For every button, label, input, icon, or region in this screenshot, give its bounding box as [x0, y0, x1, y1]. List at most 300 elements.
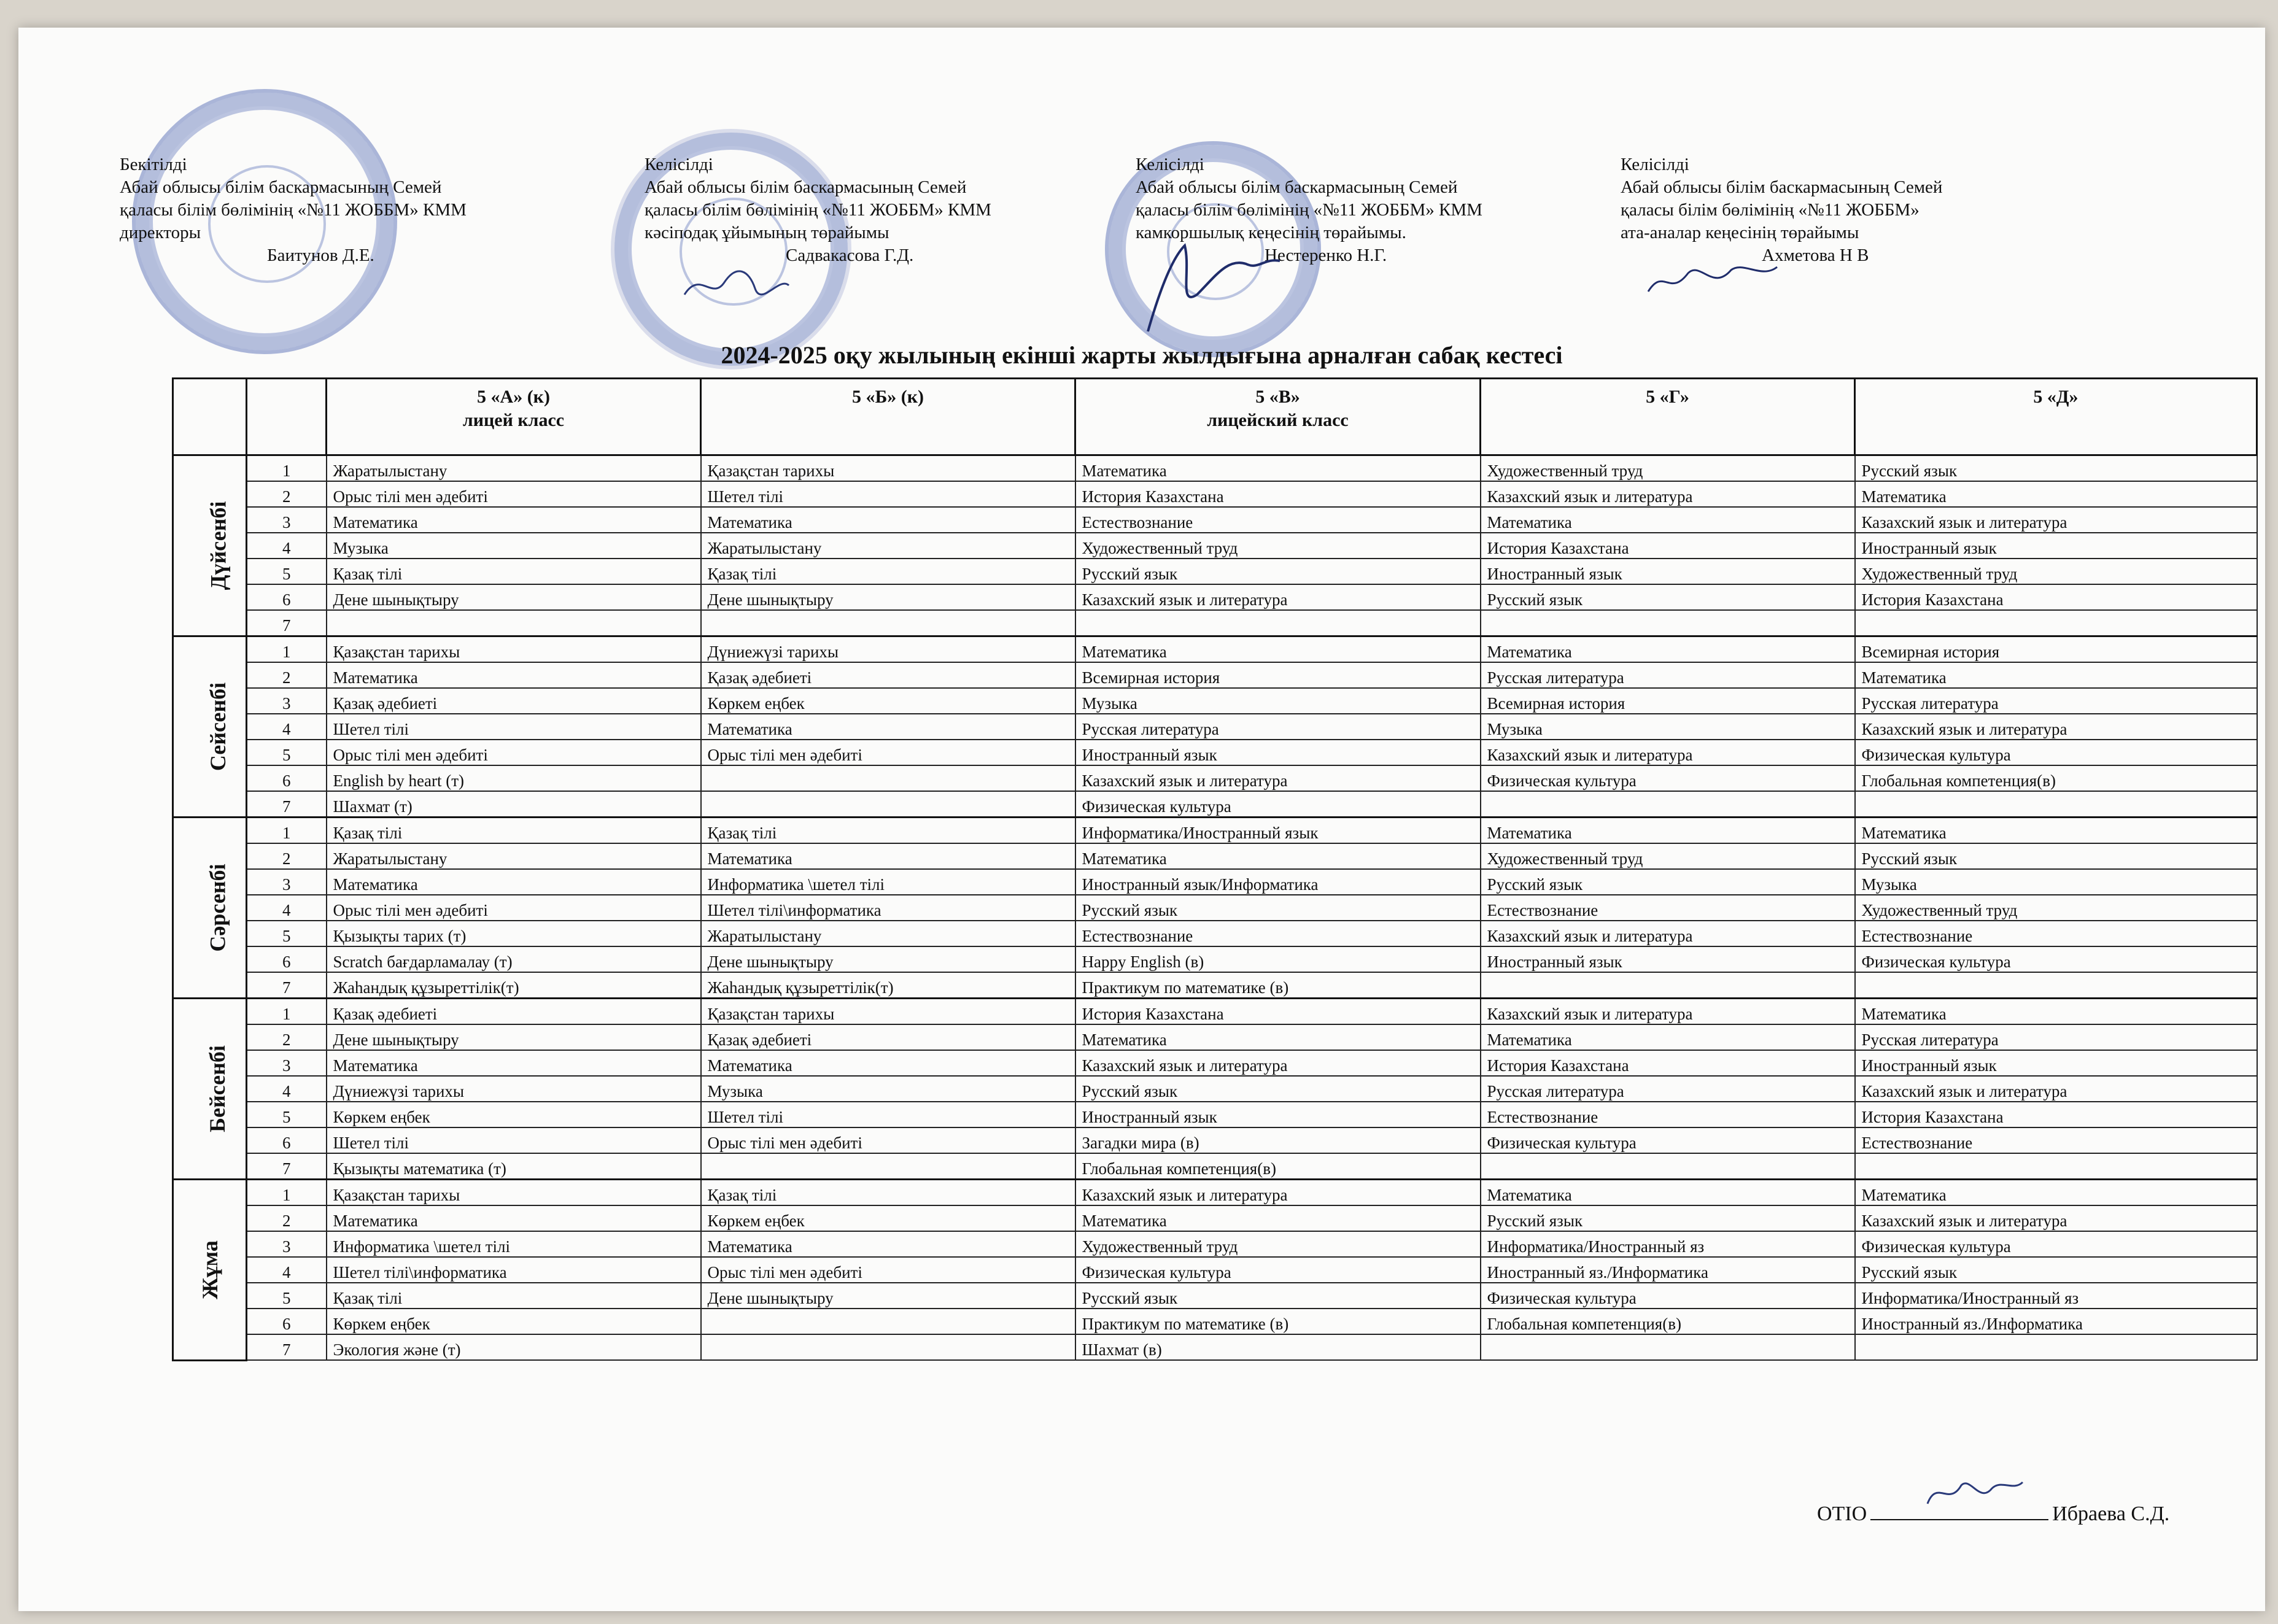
schedule-table: [172, 377, 2258, 1361]
lesson-cell: Жаратылыстану: [327, 843, 701, 869]
lesson-cell: Орыс тілі мен әдебиті: [327, 481, 701, 507]
lesson-cell: Көркем еңбек: [701, 1205, 1075, 1231]
lesson-cell: Музыка: [1855, 869, 2257, 895]
day-name: Сейсенбі: [206, 682, 231, 771]
lesson-number: 3: [247, 688, 327, 714]
lesson-cell: [1855, 791, 2257, 818]
lesson-cell: Естествознание: [1855, 921, 2257, 946]
lesson-cell: Математика: [327, 869, 701, 895]
lesson-cell: Шахмат (т): [327, 791, 701, 818]
lesson-cell: Қазақстан тарихы: [327, 1180, 701, 1206]
lesson-cell: Русский язык: [1481, 1205, 1855, 1231]
lesson-cell: Художественный труд: [1481, 843, 1855, 869]
lesson-row: [173, 946, 2257, 972]
approval-line: қаласы білім бөлімінің «№11 ЖОББМ»: [1621, 200, 1920, 220]
lesson-cell: Қазақстан тарихы: [701, 999, 1075, 1025]
lesson-number: 4: [247, 533, 327, 559]
class-header: [1075, 379, 1481, 455]
lesson-cell: Шетел тілі\информатика: [701, 895, 1075, 921]
lesson-number: 4: [247, 895, 327, 921]
approval-line: ата-аналар кеңесінің төрайымы: [1621, 223, 1859, 242]
lesson-cell: Загадки мира (в): [1075, 1127, 1481, 1153]
approval-line: Абай облысы білім баскармасының Семей: [1136, 177, 1458, 197]
lesson-cell: Дене шынықтыру: [701, 946, 1075, 972]
day-name: Жұма: [197, 1240, 222, 1299]
lesson-cell: [1855, 1153, 2257, 1180]
lesson-cell: [701, 791, 1075, 818]
lesson-cell: Казахский язык и литература: [1075, 1180, 1481, 1206]
lesson-number: 3: [247, 1050, 327, 1076]
lesson-row: [173, 869, 2257, 895]
lesson-cell: Қазақ тілі: [701, 559, 1075, 584]
signature-union: [681, 264, 792, 307]
lesson-cell: Художественный труд: [1075, 533, 1481, 559]
day-cell: [173, 1180, 247, 1361]
lesson-cell: Казахский язык и литература: [1075, 765, 1481, 791]
lesson-cell: Математика: [1075, 1024, 1481, 1050]
lesson-number: 6: [247, 946, 327, 972]
lesson-cell: Дүниежүзі тарихы: [327, 1076, 701, 1102]
lesson-cell: Музыка: [1075, 688, 1481, 714]
class-name: 5 «А» (к): [477, 387, 550, 407]
lesson-row: [173, 999, 2257, 1025]
class-header: [1481, 379, 1855, 455]
lesson-cell: Математика: [1075, 843, 1481, 869]
lesson-cell: Математика: [1481, 818, 1855, 844]
lesson-cell: Математика: [701, 714, 1075, 740]
day-cell: [173, 999, 247, 1180]
lesson-cell: Шетел тілі: [327, 1127, 701, 1153]
lesson-cell: [701, 1309, 1075, 1334]
lesson-cell: Казахский язык и литература: [1855, 714, 2257, 740]
lesson-cell: Көркем еңбек: [327, 1309, 701, 1334]
lesson-row: [173, 714, 2257, 740]
lesson-cell: Физическая культура: [1075, 791, 1481, 818]
lesson-cell: [1481, 972, 1855, 999]
approval-line: Абай облысы білім баскармасының Семей: [645, 177, 967, 197]
approval-line: Абай облысы білім баскармасының Семей: [1621, 177, 1943, 197]
lesson-cell: Иностранный язык: [1075, 1102, 1481, 1127]
lesson-number: 1: [247, 999, 327, 1025]
lesson-cell: Русская литература: [1075, 714, 1481, 740]
class-header: [701, 379, 1075, 455]
lesson-cell: Математика: [327, 1205, 701, 1231]
lesson-number: 7: [247, 791, 327, 818]
lesson-number: 1: [247, 818, 327, 844]
lesson-cell: Казахский язык и литература: [1855, 1076, 2257, 1102]
lesson-cell: Шетел тілі: [701, 481, 1075, 507]
lesson-cell: Шетел тілі: [701, 1102, 1075, 1127]
lesson-cell: Информатика/Иностранный язык: [1075, 818, 1481, 844]
lesson-cell: Иностранный язык: [1481, 946, 1855, 972]
lesson-cell: Қазақ тілі: [701, 818, 1075, 844]
approval-line: Келісілді: [645, 155, 713, 174]
lesson-number: 7: [247, 1153, 327, 1180]
class-subtitle: лицей класс: [462, 410, 565, 430]
lesson-cell: Дене шынықтыру: [701, 584, 1075, 610]
lesson-cell: Информатика \шетел тілі: [327, 1231, 701, 1257]
day-name: Дүйсенбі: [206, 501, 231, 590]
lesson-cell: Иностранный яз./Информатика: [1481, 1257, 1855, 1283]
lesson-cell: Қазақ әдебиеті: [327, 999, 701, 1025]
lesson-cell: Русская литература: [1481, 1076, 1855, 1102]
approval-line: Абай облысы білім баскармасының Семей: [120, 177, 442, 197]
lesson-cell: Художественный труд: [1075, 1231, 1481, 1257]
lesson-cell: Казахский язык и литература: [1481, 999, 1855, 1025]
lesson-cell: [701, 610, 1075, 636]
lesson-number: 1: [247, 455, 327, 482]
lesson-cell: Казахский язык и литература: [1075, 1050, 1481, 1076]
lesson-cell: Физическая культура: [1481, 1283, 1855, 1309]
approval-parents: [1621, 153, 2087, 267]
lesson-cell: Казахский язык и литература: [1855, 507, 2257, 533]
lesson-cell: Математика: [701, 1231, 1075, 1257]
lesson-row: [173, 1050, 2257, 1076]
lesson-number: 3: [247, 869, 327, 895]
lesson-cell: Казахский язык и литература: [1481, 740, 1855, 765]
approval-signer: Садвакасова Г.Д.: [786, 246, 914, 265]
day-cell: [173, 818, 247, 999]
lesson-cell: Информатика \шетел тілі: [701, 869, 1075, 895]
lesson-row: [173, 559, 2257, 584]
lesson-cell: Практикум по математике (в): [1075, 972, 1481, 999]
lesson-row: [173, 1309, 2257, 1334]
lesson-row: [173, 972, 2257, 999]
lesson-cell: Физическая культура: [1855, 740, 2257, 765]
lesson-row: [173, 662, 2257, 688]
lesson-cell: Шетел тілі\информатика: [327, 1257, 701, 1283]
lesson-cell: Художественный труд: [1481, 455, 1855, 482]
lesson-cell: История Казахстана: [1855, 1102, 2257, 1127]
lesson-number: 7: [247, 1334, 327, 1360]
lesson-cell: Художественный труд: [1855, 895, 2257, 921]
lesson-cell: Математика: [1481, 507, 1855, 533]
lesson-cell: Математика: [701, 507, 1075, 533]
lesson-cell: Қазақстан тарихы: [327, 636, 701, 663]
lesson-cell: Математика: [1481, 1024, 1855, 1050]
lesson-cell: Математика: [1855, 1180, 2257, 1206]
lesson-number: 3: [247, 507, 327, 533]
lesson-cell: Физическая культура: [1481, 765, 1855, 791]
approval-line: кәсіподақ ұйымының төрайымы: [645, 223, 889, 242]
lesson-row: [173, 895, 2257, 921]
lesson-row: [173, 610, 2257, 636]
lesson-cell: Қазақ әдебиеті: [327, 688, 701, 714]
lesson-number: 2: [247, 1024, 327, 1050]
lesson-number: 2: [247, 1205, 327, 1231]
lesson-cell: Иностранный язык/Информатика: [1075, 869, 1481, 895]
lesson-cell: Русский язык: [1075, 1076, 1481, 1102]
lesson-cell: Естествознание: [1075, 507, 1481, 533]
approval-line: қаласы білім бөлімінің «№11 ЖОББМ» КММ: [1136, 200, 1482, 220]
lesson-cell: Глобальная компетенция(в): [1481, 1309, 1855, 1334]
lesson-cell: Математика: [1481, 636, 1855, 663]
lesson-number: 6: [247, 584, 327, 610]
approval-signer: Ахметова Н В: [1762, 246, 1869, 265]
lesson-row: [173, 1231, 2257, 1257]
approval-line: қаласы білім бөлімінің «№11 ЖОББМ» КММ: [120, 200, 467, 220]
lesson-cell: Дене шынықтыру: [701, 1283, 1075, 1309]
lesson-number: 3: [247, 1231, 327, 1257]
lesson-cell: Естествознание: [1075, 921, 1481, 946]
lesson-number: 5: [247, 559, 327, 584]
lesson-cell: История Казахстана: [1855, 584, 2257, 610]
lesson-cell: Всемирная история: [1481, 688, 1855, 714]
lesson-number: 1: [247, 1180, 327, 1206]
lesson-cell: История Казахстана: [1075, 481, 1481, 507]
lesson-cell: Физическая культура: [1855, 946, 2257, 972]
lesson-number: 5: [247, 1102, 327, 1127]
lesson-cell: Естествознание: [1481, 1102, 1855, 1127]
lesson-cell: Математика: [327, 507, 701, 533]
lesson-cell: [701, 1153, 1075, 1180]
lesson-row: [173, 455, 2257, 482]
lesson-number: 1: [247, 636, 327, 663]
lesson-cell: [701, 1334, 1075, 1360]
lesson-cell: Иностранный язык: [1855, 1050, 2257, 1076]
lesson-row: [173, 688, 2257, 714]
lesson-cell: Математика: [701, 843, 1075, 869]
approval-union: [645, 153, 1111, 267]
lesson-cell: Казахский язык и литература: [1481, 481, 1855, 507]
lesson-cell: Дүниежүзі тарихы: [701, 636, 1075, 663]
approval-line: қаласы білім бөлімінің «№11 ЖОББМ» КММ: [645, 200, 991, 220]
lesson-cell: Физическая культура: [1855, 1231, 2257, 1257]
lesson-cell: Математика: [1855, 999, 2257, 1025]
lesson-cell: Физическая культура: [1481, 1127, 1855, 1153]
lesson-number: 6: [247, 765, 327, 791]
lesson-cell: Всемирная история: [1075, 662, 1481, 688]
day-name: Бейсенбі: [204, 1045, 230, 1132]
approval-signer: Баитунов Д.Е.: [267, 246, 374, 265]
day-cell: [173, 455, 247, 636]
lesson-row: [173, 636, 2257, 663]
lesson-cell: Математика: [1855, 481, 2257, 507]
lesson-cell: Scratch бағдарламалау (т): [327, 946, 701, 972]
lesson-row: [173, 1127, 2257, 1153]
lesson-cell: Орыс тілі мен әдебиті: [701, 1127, 1075, 1153]
lesson-cell: Қазақ тілі: [327, 559, 701, 584]
lesson-number: 5: [247, 921, 327, 946]
class-subtitle: лицейский класс: [1207, 410, 1349, 430]
lesson-row: [173, 921, 2257, 946]
lesson-cell: Көркем еңбек: [327, 1102, 701, 1127]
lesson-cell: Қазақстан тарихы: [701, 455, 1075, 482]
header-number-cell: [247, 379, 327, 455]
lesson-cell: Қызықты математика (т): [327, 1153, 701, 1180]
document-page: [18, 28, 2265, 1611]
signature-parents: [1645, 255, 1780, 304]
lesson-cell: Математика: [1855, 662, 2257, 688]
lesson-row: [173, 533, 2257, 559]
lesson-cell: Жаратылыстану: [327, 455, 701, 482]
lesson-row: [173, 1024, 2257, 1050]
lesson-row: [173, 1283, 2257, 1309]
signature-footer: [1921, 1470, 2026, 1513]
lesson-cell: Орыс тілі мен әдебиті: [701, 1257, 1075, 1283]
lesson-cell: Русский язык: [1855, 843, 2257, 869]
lesson-cell: Естествознание: [1855, 1127, 2257, 1153]
lesson-cell: Иностранный язык: [1075, 740, 1481, 765]
lesson-cell: Қазақ тілі: [327, 818, 701, 844]
lesson-cell: Орыс тілі мен әдебиті: [701, 740, 1075, 765]
approval-line: директоры: [120, 223, 201, 242]
lesson-cell: Жаратылыстану: [701, 921, 1075, 946]
lesson-row: [173, 1334, 2257, 1360]
lesson-cell: [1075, 610, 1481, 636]
lesson-cell: Математика: [1075, 455, 1481, 482]
lesson-cell: Иностранный яз./Информатика: [1855, 1309, 2257, 1334]
lesson-cell: Иностранный язык: [1481, 559, 1855, 584]
lesson-cell: Жаһандық құзыреттілік(т): [701, 972, 1075, 999]
lesson-cell: Happy English (в): [1075, 946, 1481, 972]
lesson-number: 6: [247, 1309, 327, 1334]
lesson-cell: Қызықты тарих (т): [327, 921, 701, 946]
lesson-number: 4: [247, 714, 327, 740]
lesson-cell: Русский язык: [1075, 559, 1481, 584]
lesson-number: 5: [247, 740, 327, 765]
footer-label: ОТІО: [1817, 1502, 1867, 1525]
class-header: [1855, 379, 2257, 455]
lesson-cell: Информатика/Иностранный яз: [1481, 1231, 1855, 1257]
lesson-cell: Всемирная история: [1855, 636, 2257, 663]
lesson-row: [173, 765, 2257, 791]
class-name: 5 «Б» (к): [851, 387, 924, 407]
lesson-cell: Жаратылыстану: [701, 533, 1075, 559]
lesson-cell: Көркем еңбек: [701, 688, 1075, 714]
lesson-row: [173, 1180, 2257, 1206]
lesson-cell: Шетел тілі: [327, 714, 701, 740]
lesson-cell: Қазақ тілі: [701, 1180, 1075, 1206]
lesson-row: [173, 507, 2257, 533]
lesson-cell: Жаһандық құзыреттілік(т): [327, 972, 701, 999]
lesson-number: 7: [247, 610, 327, 636]
lesson-cell: Математика: [1481, 1180, 1855, 1206]
lesson-row: [173, 584, 2257, 610]
lesson-cell: Математика: [1075, 636, 1481, 663]
lesson-number: 4: [247, 1257, 327, 1283]
lesson-cell: [1855, 1334, 2257, 1360]
lesson-cell: История Казахстана: [1481, 533, 1855, 559]
lesson-cell: [1481, 1153, 1855, 1180]
day-name: Сәрсенбі: [205, 864, 230, 952]
lesson-cell: Информатика/Иностранный яз: [1855, 1283, 2257, 1309]
approval-block: [18, 153, 2265, 338]
lesson-cell: [327, 610, 701, 636]
lesson-cell: Музыка: [1481, 714, 1855, 740]
approval-signer: Нестеренко Н.Г.: [1265, 246, 1387, 265]
lesson-row: [173, 791, 2257, 818]
lesson-row: [173, 1076, 2257, 1102]
lesson-row: [173, 818, 2257, 844]
lesson-cell: [1855, 972, 2257, 999]
lesson-cell: Русский язык: [1481, 869, 1855, 895]
class-name: 5 «Г»: [1646, 387, 1689, 407]
lesson-cell: [1481, 791, 1855, 818]
lesson-cell: Шахмат (в): [1075, 1334, 1481, 1360]
lesson-cell: Экология және (т): [327, 1334, 701, 1360]
lesson-row: [173, 481, 2257, 507]
schedule-header-row: [173, 379, 2257, 455]
approval-line: Келісілді: [1621, 155, 1689, 174]
lesson-cell: Орыс тілі мен әдебиті: [327, 895, 701, 921]
lesson-cell: Русский язык: [1075, 1283, 1481, 1309]
lesson-row: [173, 1102, 2257, 1127]
lesson-number: 4: [247, 1076, 327, 1102]
lesson-cell: Практикум по математике (в): [1075, 1309, 1481, 1334]
lesson-cell: Русская литература: [1855, 1024, 2257, 1050]
lesson-row: [173, 740, 2257, 765]
lesson-cell: Русская литература: [1855, 688, 2257, 714]
lesson-cell: Математика: [1855, 818, 2257, 844]
lesson-cell: Қазақ әдебиеті: [701, 1024, 1075, 1050]
lesson-cell: Русский язык: [1481, 584, 1855, 610]
lesson-cell: Музыка: [701, 1076, 1075, 1102]
lesson-cell: Русская литература: [1481, 662, 1855, 688]
lesson-cell: Глобальная компетенция(в): [1855, 765, 2257, 791]
class-name: 5 «В»: [1255, 387, 1300, 407]
lesson-cell: [701, 765, 1075, 791]
lesson-cell: [1855, 610, 2257, 636]
lesson-cell: Глобальная компетенция(в): [1075, 1153, 1481, 1180]
lesson-cell: История Казахстана: [1075, 999, 1481, 1025]
lesson-row: [173, 1257, 2257, 1283]
approval-line: камкоршылық кеңесінің төрайымы.: [1136, 223, 1406, 242]
lesson-cell: Казахский язык и литература: [1855, 1205, 2257, 1231]
day-cell: [173, 636, 247, 818]
approval-director: [120, 153, 586, 267]
lesson-cell: Естествознание: [1481, 895, 1855, 921]
lesson-cell: Математика: [1075, 1205, 1481, 1231]
lesson-cell: [1481, 1334, 1855, 1360]
header-day-cell: [173, 379, 247, 455]
lesson-cell: Математика: [701, 1050, 1075, 1076]
lesson-cell: Русский язык: [1855, 1257, 2257, 1283]
approval-line: Бекітілді: [120, 155, 187, 174]
lesson-cell: Дене шынықтыру: [327, 584, 701, 610]
lesson-cell: Русский язык: [1855, 455, 2257, 482]
lesson-number: 2: [247, 481, 327, 507]
class-name: 5 «Д»: [2033, 387, 2078, 407]
lesson-number: 2: [247, 843, 327, 869]
lesson-cell: Художественный труд: [1855, 559, 2257, 584]
lesson-cell: Математика: [327, 662, 701, 688]
lesson-number: 5: [247, 1283, 327, 1309]
lesson-cell: Русский язык: [1075, 895, 1481, 921]
lesson-cell: Физическая культура: [1075, 1257, 1481, 1283]
lesson-number: 6: [247, 1127, 327, 1153]
lesson-cell: Қазақ әдебиеті: [701, 662, 1075, 688]
page-title: 2024-2025 оқу жылының екінші жарты жылдығына арналған сабақ кестесі: [721, 341, 1563, 369]
lesson-cell: Иностранный язык: [1855, 533, 2257, 559]
footer-name: Ибраева С.Д.: [2052, 1502, 2170, 1525]
lesson-cell: Дене шынықтыру: [327, 1024, 701, 1050]
lesson-row: [173, 1153, 2257, 1180]
lesson-cell: Орыс тілі мен әдебиті: [327, 740, 701, 765]
class-header: [327, 379, 701, 455]
signature-board: [1123, 233, 1283, 338]
lesson-cell: Математика: [327, 1050, 701, 1076]
lesson-cell: Казахский язык и литература: [1481, 921, 1855, 946]
lesson-cell: Музыка: [327, 533, 701, 559]
lesson-number: 2: [247, 662, 327, 688]
lesson-cell: Қазақ тілі: [327, 1283, 701, 1309]
approval-line: Келісілді: [1136, 155, 1204, 174]
lesson-cell: История Казахстана: [1481, 1050, 1855, 1076]
lesson-cell: English by heart (т): [327, 765, 701, 791]
lesson-cell: [1481, 610, 1855, 636]
lesson-number: 7: [247, 972, 327, 999]
